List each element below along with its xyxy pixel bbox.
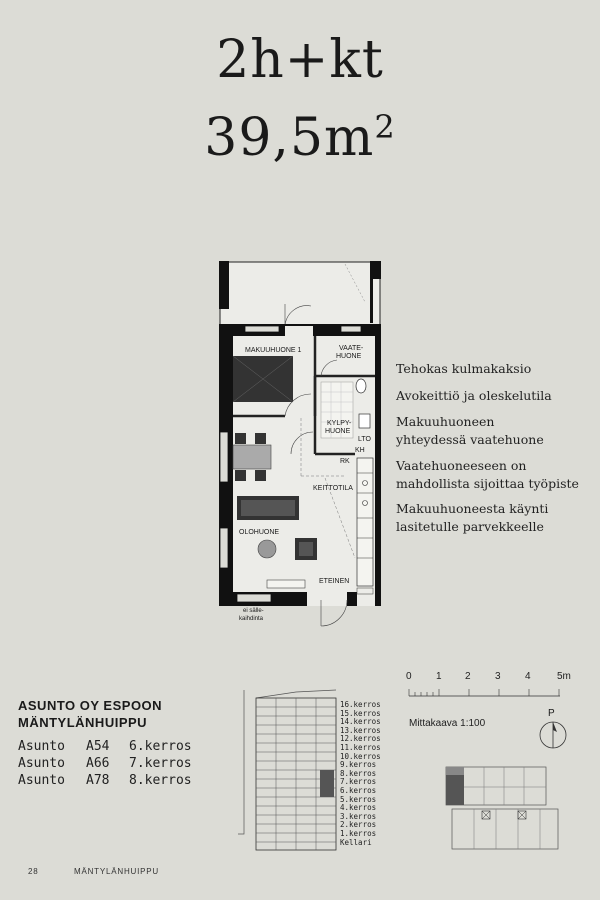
area-value: 39,5m	[204, 108, 375, 168]
scale-tick-0: 0	[406, 671, 412, 682]
apartment-label: Asunto	[18, 739, 65, 754]
scale-bar	[405, 686, 565, 702]
floor-list	[340, 701, 381, 847]
room-bath-1: KYLPY-	[327, 420, 352, 427]
floor-label: 1.kerros	[340, 828, 377, 838]
scale-tick-3: 3	[495, 671, 501, 682]
kh-label: KH	[355, 447, 365, 454]
floor-label: 11.kerros	[340, 742, 381, 752]
room-living: OLOHUONE	[239, 529, 280, 536]
apartment-row	[18, 773, 192, 788]
floor-label: 4.kerros	[340, 803, 377, 813]
room-wardrobe-2: HUONE	[336, 353, 362, 360]
apartment-row	[18, 756, 192, 771]
feature-1: Tehokas kulmakaksio	[396, 361, 532, 376]
apartment-row	[18, 739, 192, 754]
key-plan	[444, 763, 564, 855]
north-arrow-icon	[536, 718, 570, 752]
floor-label: 8.kerros	[340, 768, 377, 778]
floor-label: 3.kerros	[340, 811, 377, 821]
room-bath-2: HUONE	[325, 428, 351, 435]
page-number: 28	[28, 867, 39, 876]
floor-label: 2.kerros	[340, 820, 377, 830]
scale-tick-4: 4	[525, 671, 531, 682]
footer-title: MÄNTYLÄNHUIPPU	[74, 867, 159, 876]
feature-5: Makuuhuoneesta käynti lasitetulle parvekkeelle	[396, 501, 549, 534]
room-wardrobe-1: VAATE-	[339, 345, 364, 352]
floor-plan	[215, 258, 385, 633]
floor-label: 5.kerros	[340, 794, 377, 804]
company-line-1: ASUNTO OY ESPOON	[18, 698, 163, 713]
building-section	[236, 688, 340, 853]
floor-label: 15.kerros	[340, 708, 381, 718]
apartment-id: A66	[86, 756, 110, 771]
feature-4: Vaatehuoneeseen on mahdollista sijoittaa työpiste	[396, 458, 579, 491]
scale-tick-1: 1	[436, 671, 442, 682]
floor-label: 10.kerros	[340, 751, 381, 761]
room-bedroom: MAKUUHUONE 1	[245, 347, 302, 354]
room-kitchen: KEITTOTILA	[313, 485, 353, 492]
floor-label: 6.kerros	[340, 785, 377, 795]
feature-2: Avokeittiö ja oleskelutila	[396, 388, 552, 403]
room-hall: ETEINEN	[319, 578, 350, 585]
company-name	[18, 697, 162, 731]
floor-label: 16.kerros	[340, 700, 381, 709]
apartment-floor: 8.kerros	[129, 773, 192, 788]
apartment-type: 2h+kt	[216, 30, 384, 90]
floor-label: 14.kerros	[340, 717, 381, 727]
scale-tick-2: 2	[465, 671, 471, 682]
floor-label: Kellari	[340, 837, 372, 847]
highlighted-floors	[320, 770, 334, 797]
vent-note-1: ei sälle-	[243, 608, 264, 614]
apartment-label: Asunto	[18, 756, 65, 771]
company-line-2: MÄNTYLÄNHUIPPU	[18, 715, 148, 730]
floor-label: 13.kerros	[340, 725, 381, 735]
floor-label: 7.kerros	[340, 777, 377, 787]
apartment-floor: 6.kerros	[129, 739, 192, 754]
north-label: P	[548, 708, 555, 719]
apartment-label: Asunto	[18, 773, 65, 788]
apartment-floor: 7.kerros	[129, 756, 192, 771]
feature-3: Makuuhuoneen yhteydessä vaatehuone	[396, 414, 544, 447]
scale-tick-5: 5m	[557, 671, 571, 682]
rk-label: RK	[340, 458, 350, 465]
scale-label: Mittakaava 1:100	[409, 718, 486, 729]
apartment-area	[0, 108, 600, 168]
lto-label: LTO	[358, 436, 371, 443]
apartment-id: A78	[86, 773, 110, 788]
area-unit-sup: 2	[374, 108, 396, 146]
floor-label: 9.kerros	[340, 760, 377, 770]
floor-label: 12.kerros	[340, 734, 381, 744]
vent-note-2: kaihdinta	[239, 616, 264, 622]
apartment-id: A54	[86, 739, 110, 754]
